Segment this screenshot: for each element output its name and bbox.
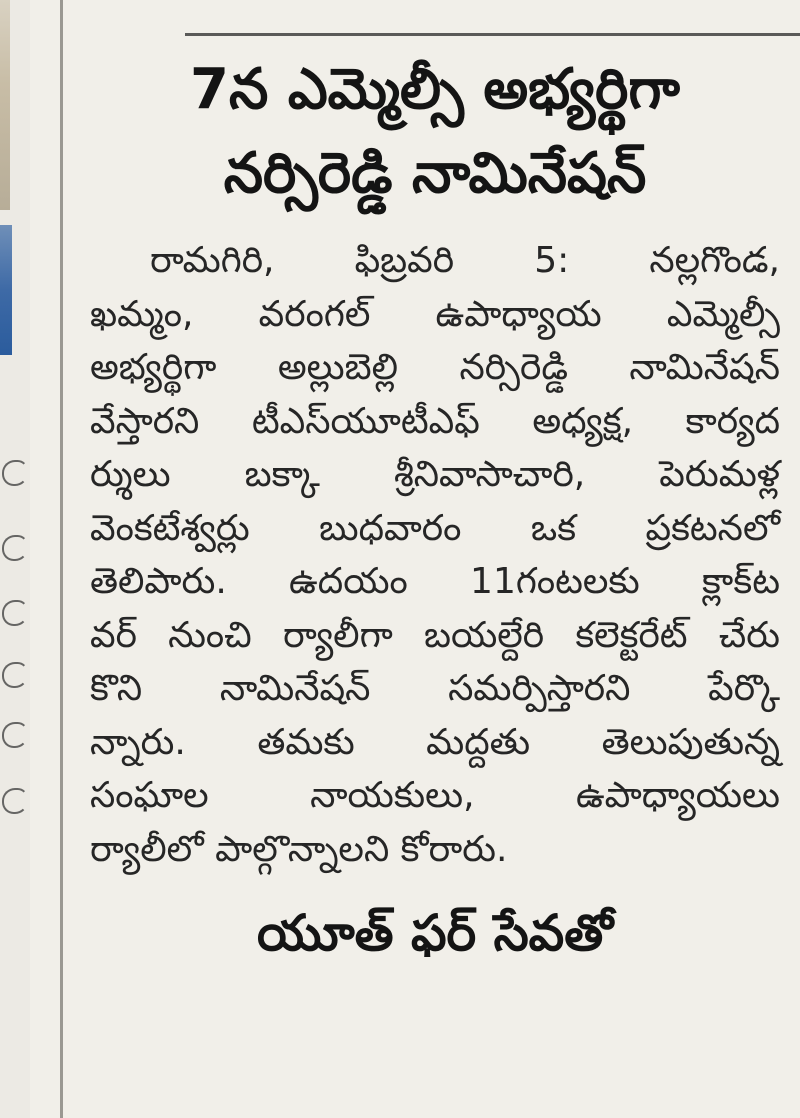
adjacent-text-fragment xyxy=(2,722,28,748)
adjacent-text-fragment xyxy=(2,535,28,561)
body-line: వెంకటేశ్వర్లు బుధవారం ఒక ప్రకటనలో xyxy=(90,507,780,549)
body-line: వేస్తారని టీఎస్‌యూటీఎఫ్ అధ్యక్ష, కార్యద xyxy=(90,400,780,442)
body-line: ర్శులు బక్కా శ్రీనివాసాచారి, పెరుమళ్ల xyxy=(90,454,780,495)
section-rule xyxy=(185,33,800,36)
body-line: సంఘాల నాయకులు, ఉపాధ్యాయలు xyxy=(90,775,780,816)
body-line: రామగిరి, ఫిబ్రవరి 5: నల్లగొండ, xyxy=(150,240,780,281)
adjacent-column-strip xyxy=(0,0,30,1118)
adjacent-blue-graphic-edge xyxy=(0,225,12,355)
adjacent-text-fragment xyxy=(2,600,28,626)
body-line: న్నారు. తమకు మద్దతు తెలుపుతున్న xyxy=(90,721,780,763)
column-divider xyxy=(60,0,63,1118)
article-headline xyxy=(90,48,780,216)
adjacent-text-fragment xyxy=(2,788,28,814)
adjacent-photo-edge xyxy=(0,0,10,210)
body-line: కొని నామినేషన్ సమర్పిస్తారని పేర్కొ xyxy=(90,668,780,709)
news-article xyxy=(90,48,780,968)
article-body xyxy=(90,234,780,876)
headline-line: నర్సిరెడ్డి నామినేషన్ xyxy=(223,141,647,206)
adjacent-text-fragment xyxy=(2,460,28,486)
body-line: తెలిపారు. ఉదయం 11గంటలకు క్లాక్‌ట xyxy=(90,561,780,602)
body-line: అభ్యర్థిగా అల్లుబెల్లి నర్సిరెడ్డి నామినేషన్ xyxy=(90,347,780,388)
body-line: ర్యాలీలో పాల్గొన్నాలని కోరారు. xyxy=(90,828,508,870)
body-line: ఖమ్మం, వరంగల్ ఉపాధ్యాయ ఎమ్మెల్సీ xyxy=(90,293,780,335)
headline-line: 7న ఎమ్మెల్సీ అభ్యర్థిగా xyxy=(190,57,680,122)
adjacent-text-fragment xyxy=(2,662,28,688)
next-article-headline: యూత్ ఫర్ సేవతో xyxy=(256,904,614,962)
body-line: వర్ నుంచి ర్యాలీగా బయల్దేరి కలెక్టరేట్ చేరు xyxy=(90,614,780,656)
